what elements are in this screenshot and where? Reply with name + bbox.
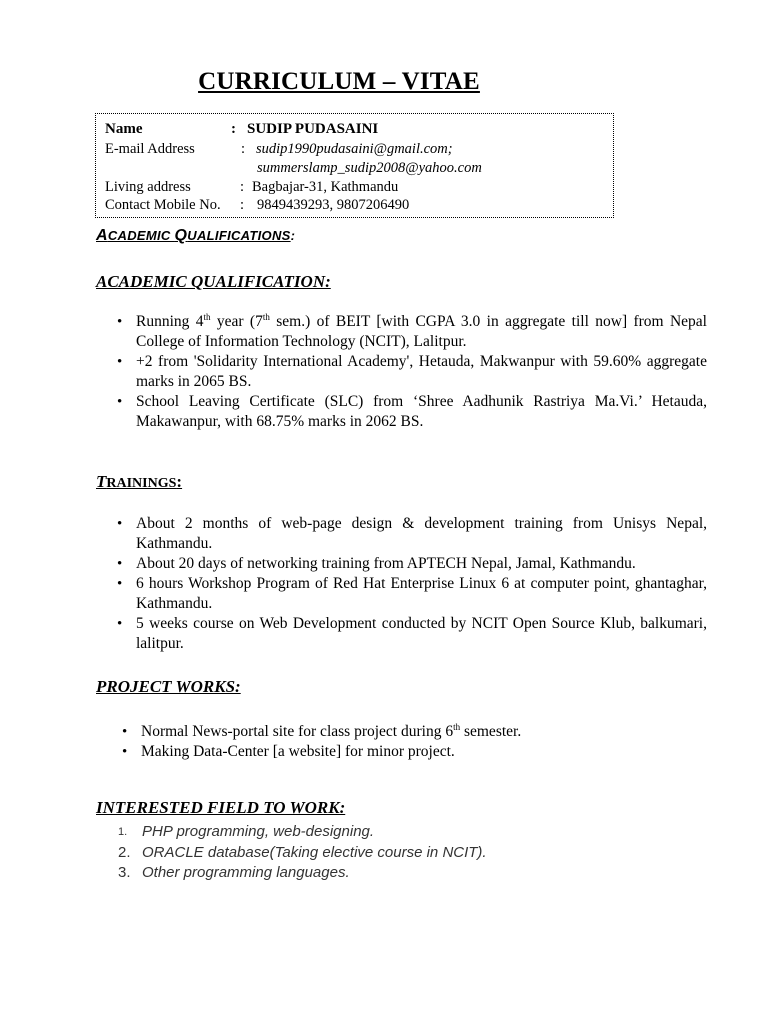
email-value-primary[interactable]: sudip1990pudasaini@gmail.com; [256, 141, 453, 157]
list-item: • 5 weeks course on Web Development conducted by NCIT Open Source Klub, balkumari, lalitpur. [117, 615, 707, 652]
interested-field-heading: INTERESTED FIELD TO WORK: [96, 798, 346, 817]
project-list [120, 722, 712, 762]
name-value: SUDIP PUDASAINI [247, 121, 379, 137]
name-label: Name [105, 121, 143, 137]
list-item: • Running 4th year (7th sem.) of BEIT [with CGPA 3.0 in aggregate till now] from Nepal College of Information Technology (NCIT), Lalitpur. [117, 312, 707, 350]
address-label: Living address [105, 179, 191, 195]
project-works-heading: PROJECT WORKS: [96, 677, 241, 696]
email-label: E-mail Address [105, 141, 195, 157]
academic-qualification-heading: ACADEMIC QUALIFICATION: [96, 272, 331, 291]
list-item: 3. Other programming languages. [118, 864, 350, 881]
address-value: Bagbajar-31, Kathmandu [252, 179, 399, 195]
list-item: • About 2 months of web-page design & development training from Unisys Nepal, Kathmandu. [117, 515, 707, 552]
list-item: • Normal News-portal site for class project during 6th semester. [122, 722, 522, 740]
list-item: • 6 hours Workshop Program of Red Hat Enterprise Linux 6 at computer point, ghantaghar, Kathmandu. [117, 575, 707, 612]
interests-list [118, 822, 487, 884]
trainings-heading: TRAININGS: [96, 472, 183, 491]
list-item: • +2 from 'Solidarity International Academy', Hetauda, Makwanpur with 59.60% aggregate marks in 2065 BS. [117, 353, 707, 390]
email-value-secondary[interactable]: summerslamp_sudip2008@yahoo.com [257, 160, 482, 176]
academic-list [115, 312, 707, 432]
list-item: 1. PHP programming, web-designing. [118, 823, 375, 840]
name-colon: : [231, 121, 236, 137]
list-item: • Making Data-Center [a website] for minor project. [122, 743, 455, 760]
list-item: 2. ORACLE database(Taking elective course in NCIT). [118, 843, 487, 861]
mobile-value: 9849439293, 9807206490 [257, 197, 410, 213]
mobile-label: Contact Mobile No. [105, 197, 221, 213]
list-item: • School Leaving Certificate (SLC) from ‘Shree Aadhunik Rastriya Ma.Vi.’ Hetauda, Makawanpur, with 68.75% marks in 2062 BS. [117, 393, 707, 430]
address-colon: : [240, 179, 245, 195]
email-colon: : [241, 141, 246, 157]
trainings-list [115, 514, 707, 654]
list-item: • About 20 days of networking training from APTECH Nepal, Jamal, Kathmandu. [117, 555, 636, 572]
contact-info-box [95, 113, 614, 218]
document-title: CURRICULUM – VITAE [198, 68, 480, 95]
mobile-colon: : [240, 197, 245, 213]
academic-qualifications-subheading: ACADEMIC QUALIFICATIONS: [96, 227, 296, 244]
